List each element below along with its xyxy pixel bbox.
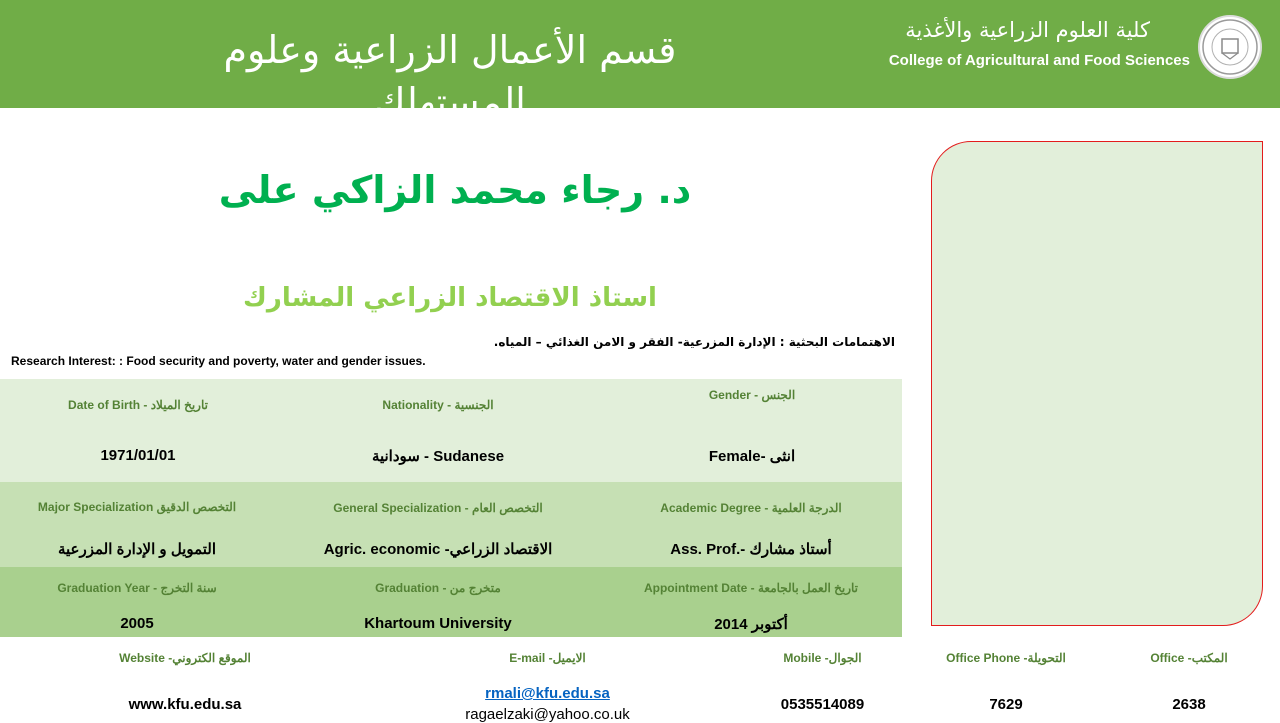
office-phone-label: Office Phone -التحويلة — [946, 651, 1066, 665]
office-label: Office -المكتب — [1150, 651, 1228, 665]
major-specialization-value: التمويل و الإدارة المزرعية — [57, 541, 217, 558]
faculty-name: د. رجاء محمد الزاكي على — [218, 168, 692, 212]
mobile-value: 0535514089 — [780, 696, 865, 713]
info-row-academic — [0, 482, 902, 567]
graduation-value: Khartoum University — [364, 615, 512, 632]
department-title: قسم الأعمال الزراعية وعلوم المستهلك — [223, 28, 677, 124]
academic-degree-label: Academic Degree - الدرجة العلمية — [660, 501, 842, 515]
graduation-year-value: 2005 — [120, 615, 154, 632]
graduation-label: Graduation - متخرج من — [375, 581, 501, 595]
office-value: 2638 — [1172, 696, 1206, 713]
office-phone-value: 7629 — [989, 696, 1023, 713]
mobile-label: Mobile -الجوال — [783, 651, 862, 665]
date-of-birth-value: 1971/01/01 — [100, 447, 176, 464]
general-specialization-value: Agric. economic -الاقتصاد الزراعي — [323, 541, 553, 558]
academic-degree-value: Ass. Prof.- أستاذ مشارك — [670, 541, 832, 558]
email-value-secondary[interactable]: ragaelzaki@yahoo.co.uk — [465, 706, 630, 723]
website-value[interactable]: www.kfu.edu.sa — [128, 696, 242, 713]
college-name-english: College of Agricultural and Food Sciences — [888, 52, 1190, 69]
appointment-date-value: أكتوبر 2014 — [714, 616, 788, 633]
gender-value: Female- انثى — [708, 448, 796, 465]
research-interest-arabic: الاهتمامات البحثية : الإدارة المزرعية- الفقر و الامن الغذائي – المياه. — [493, 335, 895, 349]
info-row-personal — [0, 379, 902, 482]
general-specialization-label: General Specialization - التخصص العام — [333, 501, 543, 515]
graduation-year-label: Graduation Year - سنة التخرج — [57, 581, 217, 595]
appointment-date-label: Appointment Date - تاريخ العمل بالجامعة — [643, 581, 859, 595]
email-link-primary[interactable]: rmali@kfu.edu.sa — [485, 685, 610, 702]
email-label: E-mail -الايميل — [509, 651, 586, 665]
research-interest-english: Research Interest: : Food security and poverty, water and gender issues. — [11, 354, 426, 368]
university-logo — [1198, 15, 1262, 79]
nationality-value: سودانية - Sudanese — [371, 448, 505, 465]
date-of-birth-label: Date of Birth - تاريخ الميلاد — [68, 398, 208, 412]
profile-photo-frame — [931, 141, 1263, 626]
website-label: Website -الموقع الكتروني — [119, 651, 251, 665]
college-name-arabic: كلية العلوم الزراعية والأغذية — [905, 18, 1150, 42]
gender-label: Gender - الجنس — [708, 388, 796, 402]
faculty-title: استاذ الاقتصاد الزراعي المشارك — [243, 283, 657, 313]
major-specialization-label: Major Specialization التخصص الدقيق — [37, 500, 237, 514]
nationality-label: Nationality - الجنسية — [382, 398, 494, 412]
info-row-graduation — [0, 567, 902, 637]
